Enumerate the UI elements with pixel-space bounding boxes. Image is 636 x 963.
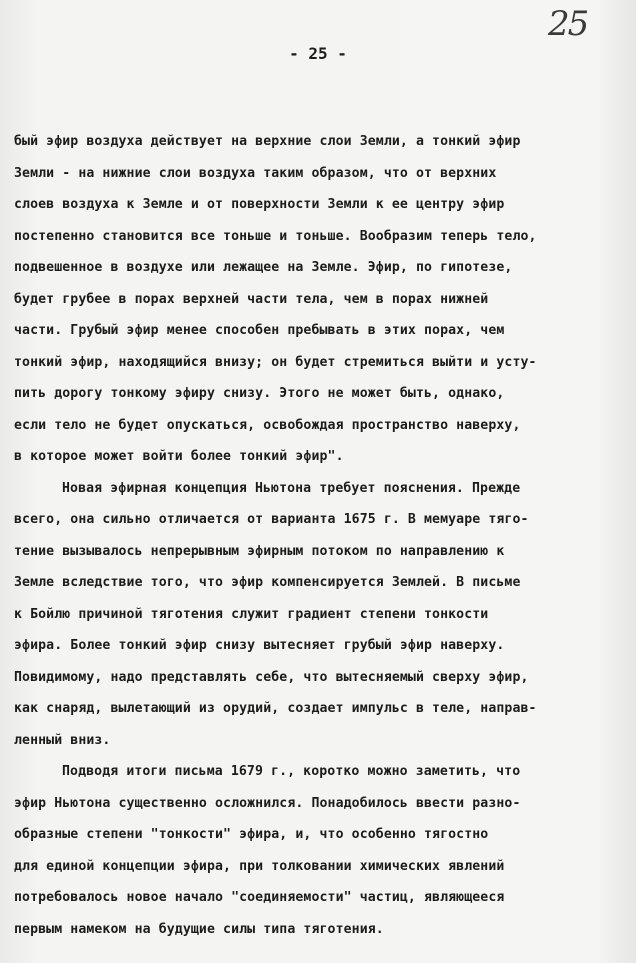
text-line: в которое может войти более тонкий эфир". xyxy=(14,449,344,464)
text-line: эфира. Более тонкий эфир снизу вытесняет грубый эфир наверху. xyxy=(14,638,505,653)
text-line: Новая эфирная концепция Ньютона требует пояснения. Прежде xyxy=(62,480,521,496)
handwritten-page-number: 25 xyxy=(548,4,588,44)
text-line: образные степени "тонкости" эфира, и, что особенно тягостно xyxy=(14,827,489,842)
text-line: ленный вниз. xyxy=(14,732,111,748)
text-line: Земле вследствие того, что эфир компенсируется Землей. В письме xyxy=(14,575,521,590)
body-text xyxy=(14,126,636,945)
text-line: как снаряд, вылетающий из орудий, создает импульс в теле, направ- xyxy=(14,701,537,716)
text-line: тение вызывалось непрерывным эфирным потоком по направлению к xyxy=(14,543,505,559)
text-line: части. Грубый эфир менее способен пребывать в этих порах, чем xyxy=(14,323,505,338)
text-line: слоев воздуха к Земле и от поверхности Земли к ее центру эфир xyxy=(14,197,505,212)
text-line: тонкий эфир, находящийся внизу; он будет стремиться выйти и усту- xyxy=(14,354,537,370)
text-line: Земли - на нижние слои воздуха таким образом, что от верхних xyxy=(14,165,497,181)
text-line: постепенно становится все тоньше и тоньше. Вообразим теперь тело, xyxy=(14,228,537,244)
text-line: для единой концепции эфира, при толковании химических явлений xyxy=(14,858,505,874)
text-line: всего, она сильно отличается от варианта 1675 г. В мемуаре тяго- xyxy=(14,512,529,527)
text-line: Повидимому, надо представлять себе, что вытесняемый сверху эфир, xyxy=(14,669,529,685)
text-line: потребовалось новое начало "соединяемости" частиц, являющееся xyxy=(14,890,505,905)
text-line: бый эфир воздуха действует на верхние слои Земли, а тонкий эфир xyxy=(14,134,521,149)
page-number: - 25 - xyxy=(289,44,347,63)
text-line: эфир Ньютона существенно осложнился. Понадобилось ввести разно- xyxy=(14,795,521,811)
text-line: первым намеком на будущие силы типа тяготения. xyxy=(14,921,384,937)
text-line: пить дорогу тонкому эфиру снизу. Этого не может быть, однако, xyxy=(14,386,505,401)
text-line: Подводя итоги письма 1679 г., коротко можно заметить, что xyxy=(62,764,521,779)
text-line: к Бойлю причиной тяготения служит градиент степени тонкости xyxy=(14,606,489,622)
text-line: если тело не будет опускаться, освобождая пространство наверху, xyxy=(14,417,521,433)
text-line: подвешенное в воздухе или лежащее на Земле. Эфир, по гипотезе, xyxy=(14,260,513,275)
text-line: будет грубее в порах верхней части тела, чем в порах нижней xyxy=(14,291,489,307)
